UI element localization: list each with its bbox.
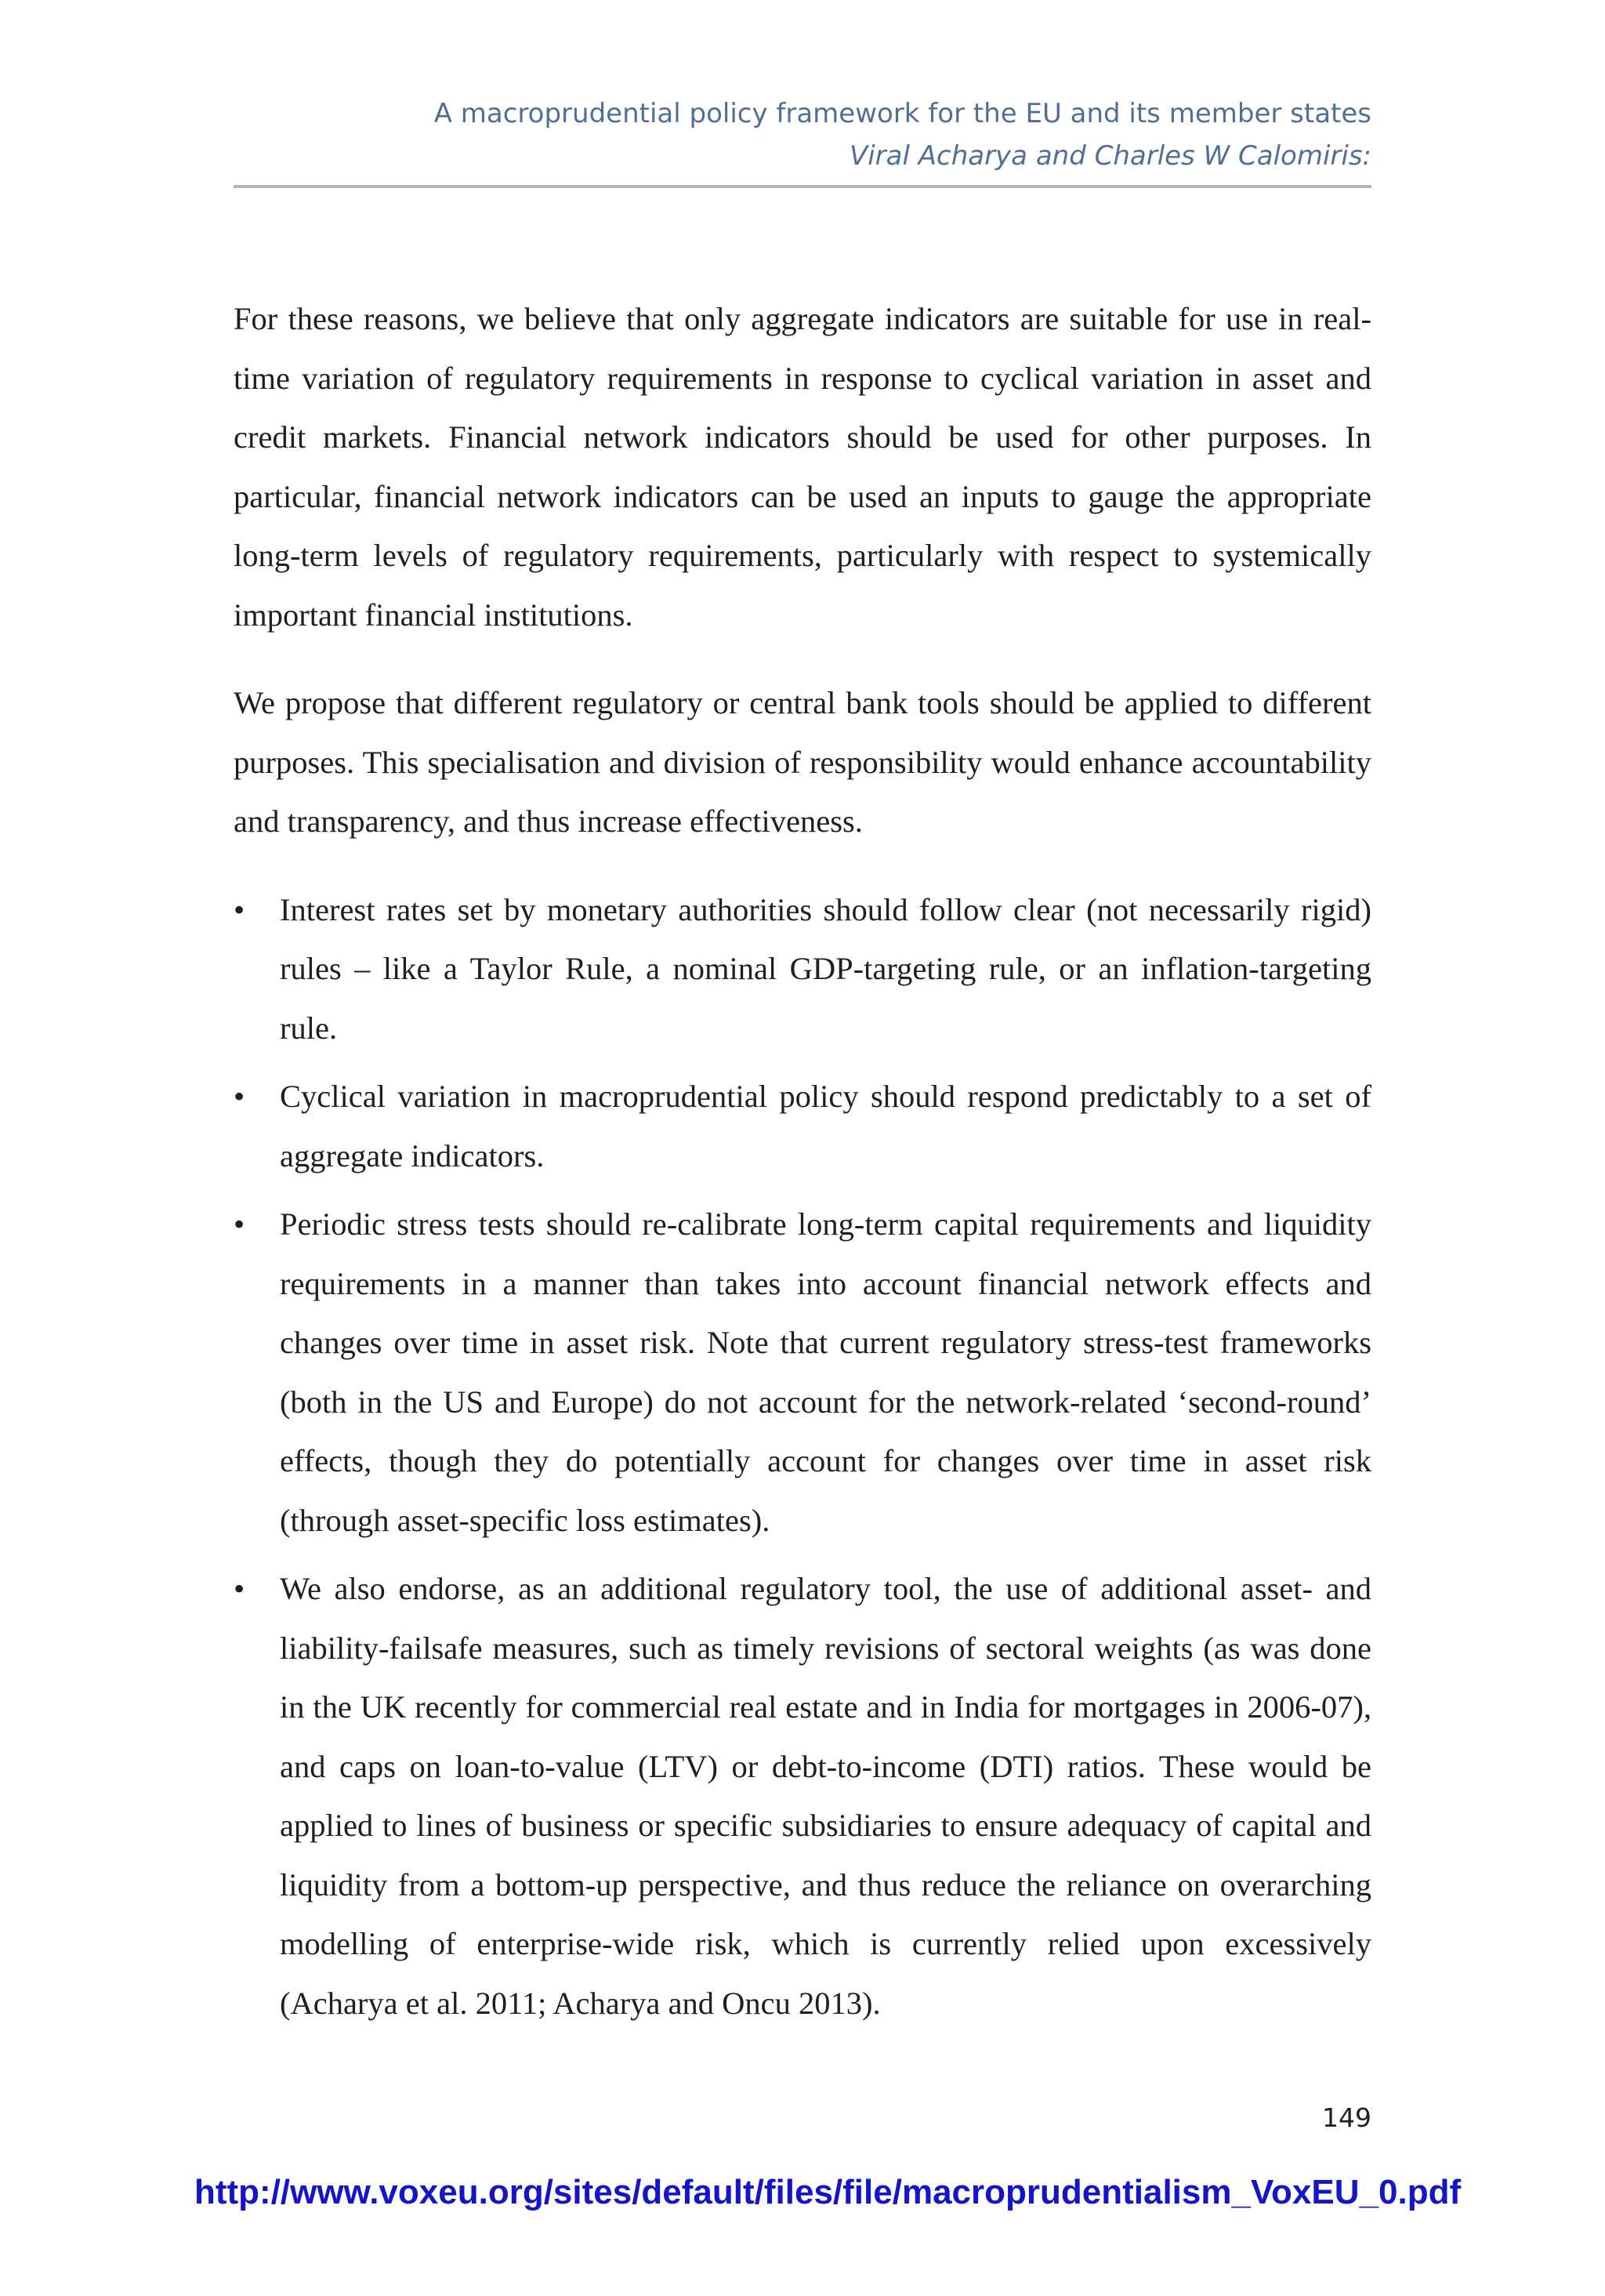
bullet-icon: • (234, 891, 245, 927)
list-item (234, 1559, 1371, 2033)
bullet-icon: • (234, 1571, 245, 1606)
list-item-text: Cyclical variation in macroprudential policy should respond predictably to a set of aggregate indicators. (280, 1079, 1371, 1173)
body-text (234, 289, 1371, 2042)
running-header (234, 92, 1371, 177)
list-item (234, 1195, 1371, 1550)
list-item (234, 1067, 1371, 1185)
paragraph-1: For these reasons, we believe that only aggregate indicators are suitable for use in real-time variation of regulatory requirements in response to cyclical variation in asset and credit markets. Financial network indicators should be used for other purposes. In particular, financial network indicators can be used an inputs to gauge the appropriate long-term levels of regulatory requirements, particularly with respect to systemically important financial institutions. (234, 301, 1371, 633)
paragraph-2: We propose that different regulatory or central bank tools should be applied to different purposes. This specialisation and division of responsibility would enhance accountability and transparency, and thus increase effectiveness. (234, 685, 1371, 839)
bullet-icon: • (234, 1079, 245, 1114)
list-item (234, 880, 1371, 1058)
list-item-text: Interest rates set by monetary authorities should follow clear (not necessarily rigid) rules – like a Taylor Rule, a nominal GDP-targeting rule, or an inflation-targeting rule. (280, 891, 1371, 1046)
header-divider (234, 185, 1371, 188)
header-title: A macroprudential policy framework for the EU and its member states (433, 98, 1371, 129)
bullet-list (234, 880, 1371, 2033)
list-item-text: Periodic stress tests should re-calibrate long-term capital requirements and liquidity requirements in a manner than takes into account financial network effects and changes over time in asset risk. Note that current regulatory stress-test frameworks (both in the US and Europe) do not account for the network-related ‘second-round’ effects, though they do potentially account for changes over time in asset risk (through asset-specific loss estimates). (280, 1206, 1371, 1538)
list-item-text: We also endorse, as an additional regulatory tool, the use of additional asset- and liability-failsafe measures, such as timely revisions of sectoral weights (as was done in the UK recently for commercial real estate and in India for mortgages in 2006-07), and caps on loan-to-value (LTV) or debt-to-income (DTI) ratios. These would be applied to lines of business or specific subsidiaries to ensure adequacy of capital and liquidity from a bottom-up perspective, and thus reduce the reliance on overarching modelling of enterprise-wide risk, which is currently relied upon excessively (Acharya et al. 2011; Acharya and Oncu 2013). (280, 1571, 1371, 2021)
bullet-icon: • (234, 1206, 245, 1242)
page-number: 149 (1322, 2102, 1371, 2133)
header-authors: Viral Acharya and Charles W Calomiris: (849, 140, 1371, 172)
source-url-link[interactable]: http://www.voxeu.org/sites/default/files/file/macroprudentialism_VoxEU_0.pdf (194, 2173, 1462, 2211)
